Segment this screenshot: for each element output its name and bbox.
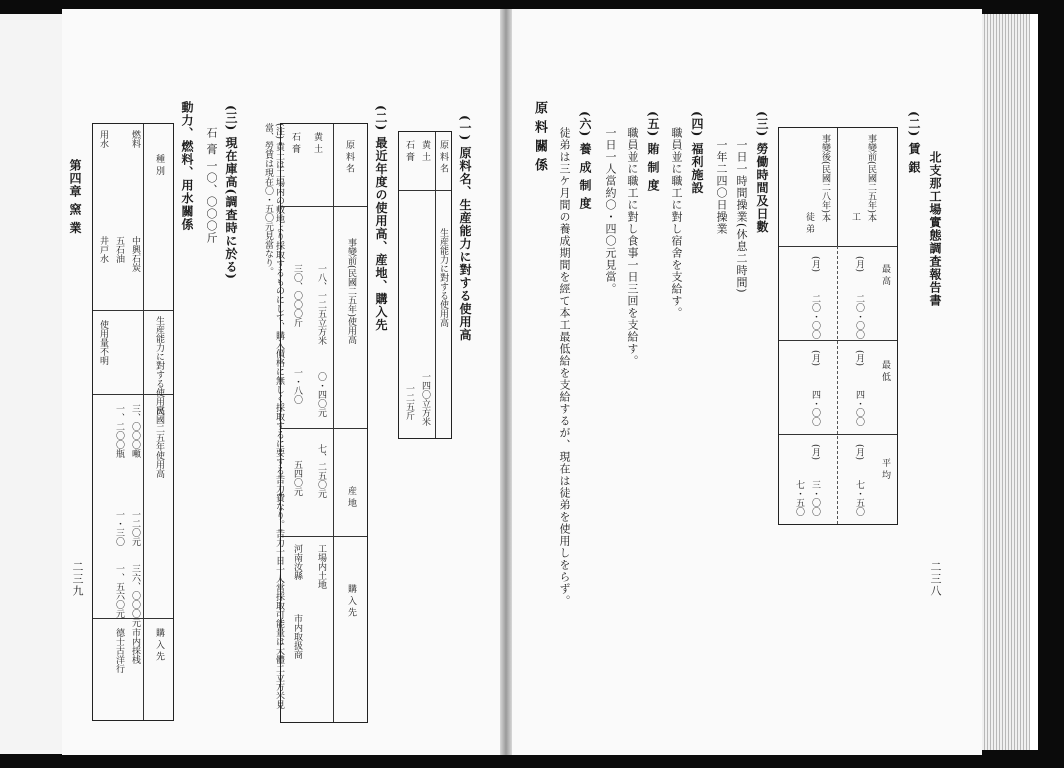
wages-cell: 二〇・〇〇 — [854, 294, 864, 339]
chapter-title: 第四章 窯 業 — [68, 159, 82, 235]
wages-header: 最 高 — [880, 264, 890, 285]
page-edges — [982, 14, 1038, 750]
table-cell: 石 膏 — [290, 132, 300, 153]
wages-cell: (月) — [810, 444, 820, 461]
table-cell: 五四〇元 — [292, 460, 302, 496]
wages-header: 平 均 — [880, 458, 890, 479]
wages-cell: 七・五〇 — [854, 480, 864, 516]
book-gutter — [500, 9, 512, 755]
wages-cell: (月) — [810, 256, 820, 273]
wages-row-sub: 工 — [850, 212, 860, 221]
item-heading: (六) 養 成 制 度 — [578, 111, 592, 211]
table-header: 生産能力に對する使用高 — [438, 228, 448, 327]
wages-cell: (月) — [810, 350, 820, 367]
table-cell: 七、二五〇元 — [316, 444, 326, 498]
usage-table — [280, 123, 368, 723]
note-text: (注) 黄土は工場内の敷地より採取するものにして、購入價格に無しく採取するに要する苦力費なり。苦力一日一人當採取可能量は大體二立方米見當、勞賃は現在〇・五〇元見當なり。 — [263, 123, 284, 709]
wages-cell: 四・〇〇 — [854, 390, 864, 426]
item-line: 職員並に職工に對し食事一日三回を支給す。 — [626, 127, 639, 367]
item-line: 一日一人當約〇・四〇元見當。 — [604, 127, 617, 295]
table-cell: 五石油 — [114, 236, 124, 263]
table-header: 購 入 先 — [154, 628, 164, 661]
table-cell: 一二五斤 — [404, 384, 414, 420]
table-cell: 工場内土地 — [316, 544, 326, 589]
wages-header: 最 低 — [880, 360, 890, 381]
wages-cell: 二〇・〇〇 — [810, 294, 820, 339]
table-cell: 河南汝縣 — [292, 544, 302, 580]
item-line: 職員並に職工に對し宿舍を支給す。 — [670, 127, 683, 319]
wages-table — [778, 127, 898, 525]
stock-line: 石 膏 一〇、〇〇〇斤 — [205, 127, 218, 244]
item-line: 一日一時間操業(休息二時間) — [735, 139, 748, 294]
table-cell: 一八、一二五立方米 — [316, 264, 326, 345]
right-page — [512, 9, 982, 755]
table-header: 産 地 — [346, 486, 356, 507]
wages-cell: (月) — [854, 444, 864, 461]
table-cell: 三、〇〇〇噸 — [130, 404, 140, 458]
section-heading: 原料關係 — [532, 101, 547, 177]
table-cell: 三〇、〇〇〇斤 — [292, 264, 302, 327]
raw-material-table — [398, 131, 452, 439]
table-cell: 中興石炭 — [130, 236, 140, 272]
table-cell: 黄 土 — [420, 140, 430, 161]
item-heading: (三) 現在庫高(調査時に於る) — [224, 105, 238, 280]
fuel-table — [92, 123, 174, 721]
wages-row-sub: 徒 弟 — [804, 212, 814, 233]
item-heading: (四) 福利施設 — [690, 111, 704, 195]
item-line: 一年二四〇日操業 — [715, 139, 728, 235]
table-header: 民國二五年使用高 — [154, 406, 164, 478]
running-head: 北支那工場實態調査報告書 — [928, 151, 942, 307]
table-cell: 燃料 — [130, 130, 140, 148]
item-heading: (三) 勞働時間及日數 — [755, 111, 769, 234]
table-cell: 市内取扱商 — [292, 614, 302, 659]
table-header: 種 別 — [154, 154, 164, 175]
table-cell: 一・八〇 — [292, 368, 302, 404]
table-cell: 一、二〇〇瓶 — [114, 404, 124, 458]
page-number: 二三九 — [71, 561, 84, 597]
wages-cell: 三・〇〇 — [810, 480, 820, 516]
table-cell: 使用量不明 — [98, 320, 108, 365]
table-cell: 黄 土 — [312, 132, 322, 153]
item-line: 徒弟は三ケ月間の養成期間を經て本工最低給を支給するが、現在は徒弟を使用しをらず。 — [558, 127, 571, 607]
wages-heading: (二) 賃 銀 — [907, 111, 921, 174]
table-cell: 用水 — [98, 130, 108, 148]
wages-row-label: 事變後(民國二八年)本 — [820, 134, 830, 223]
table-cell: 一、五六〇元 — [114, 564, 124, 618]
left-page — [62, 9, 500, 755]
wages-cell: (月) — [854, 350, 864, 367]
table-header: 購 入 先 — [346, 584, 356, 617]
table-header: 原 料 名 — [438, 140, 448, 173]
item-heading: (二) 最近年度の使用高、産地、購入先 — [374, 105, 388, 332]
table-cell: 井戸水 — [98, 236, 108, 263]
table-cell: 一二〇元 — [130, 510, 140, 546]
wages-cell: 四・〇〇 — [810, 390, 820, 426]
table-header: 原 料 名 — [344, 140, 354, 173]
table-cell: 一・三〇 — [114, 510, 124, 546]
page-number: 二三八 — [929, 561, 942, 597]
table-cell: 〇・四〇元 — [316, 372, 326, 417]
item-heading: (一) 原料名、生産能力に對する使用高 — [458, 115, 472, 342]
wages-row-label: 事變前(民國二五年)本 — [866, 134, 876, 223]
table-cell: 一四〇立方米 — [420, 372, 430, 426]
table-cell: 石 膏 — [404, 140, 414, 161]
table-cell: 三六、〇〇〇元 — [130, 564, 140, 627]
table-cell: 德士古洋行 — [114, 628, 124, 673]
section-heading: 動力、燃料、用水關係 — [180, 101, 194, 231]
table-cell: 市内採桟 — [130, 628, 140, 664]
wages-cell: (月) — [854, 256, 864, 273]
wages-cell: 七・五〇 — [794, 480, 804, 516]
table-header: 事變前(民國二五年)使用高 — [346, 238, 356, 345]
table-header: 生産能力に對する使用高 — [154, 316, 164, 415]
scan-margin — [0, 14, 62, 754]
item-heading: (五) 賄 制 度 — [646, 111, 660, 192]
